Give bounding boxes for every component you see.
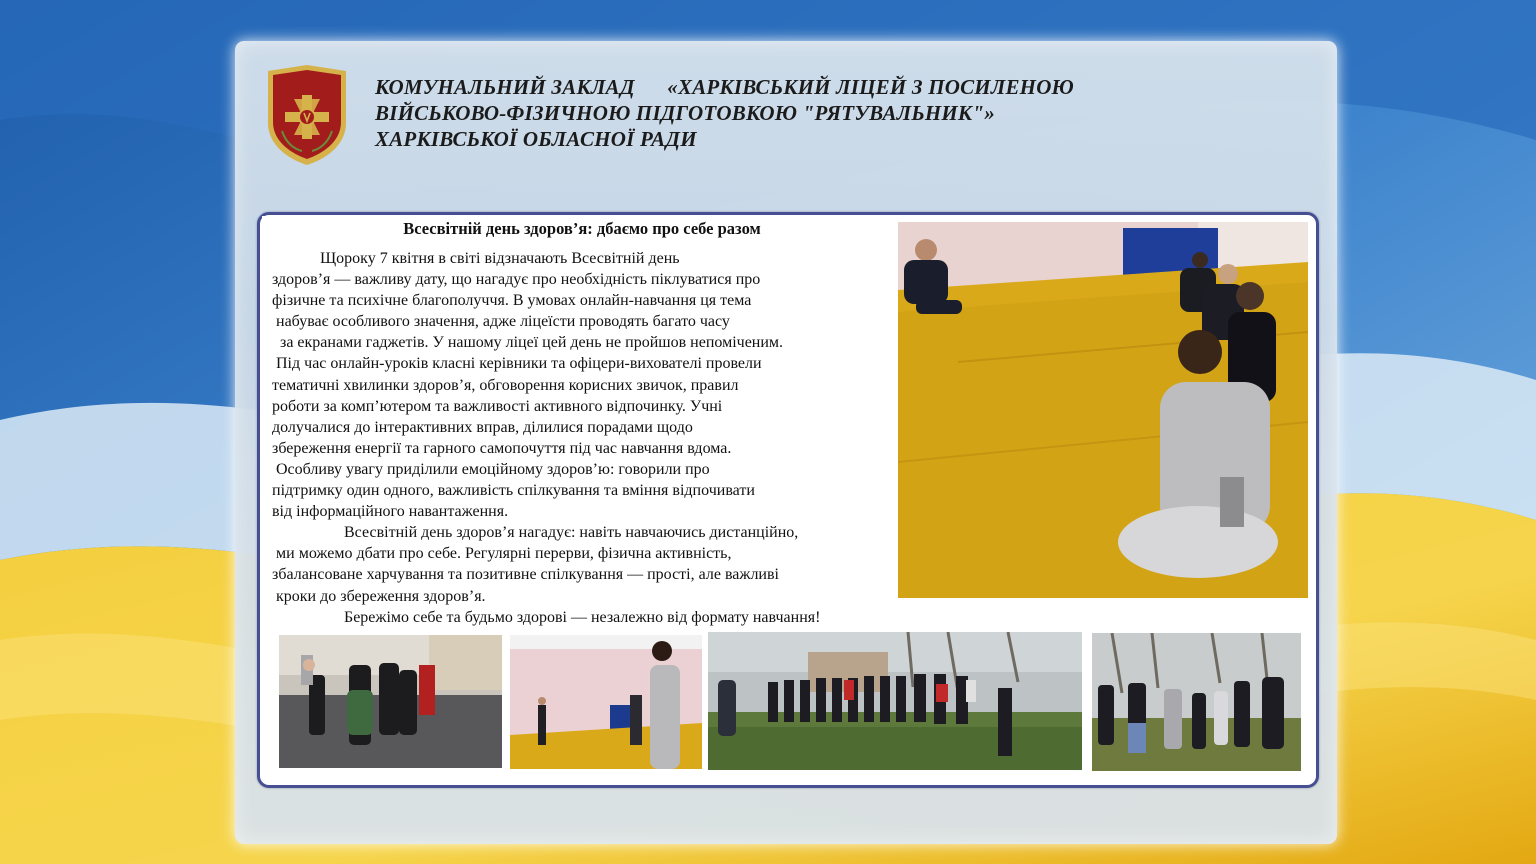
article-line: збереження енергії та гарного самопочуття під час навчання вдома. — [272, 439, 732, 457]
article-line: ми можемо дбати про себе. Регулярні перерви, фізична активність, — [272, 545, 732, 563]
article-title: Всесвітній день здоров’я: дбаємо про себе разом — [403, 219, 761, 238]
article-line: здоров’я — важливу дату, що нагадує про необхідність піклуватися про — [272, 271, 761, 289]
article-line: тематичні хвилинки здоров’я, обговорення корисних звичок, правил — [272, 376, 739, 394]
photo-outdoor-march — [279, 635, 502, 768]
article-body — [272, 248, 902, 628]
article-line: роботи за комп’ютером та важливості активного відпочинку. Учні — [272, 397, 723, 415]
photo-students-lineup — [708, 632, 1082, 770]
article-line: за екранами гаджетів. У нашому ліцеї цей день не пройшов непоміченим. — [272, 334, 784, 352]
lyceum-emblem-icon — [264, 65, 350, 165]
institution-title-line-1: КОМУНАЛЬНИЙ ЗАКЛАД «ХАРКІВСЬКИЙ ЛІЦЕЙ З ПОСИЛЕНОЮ — [375, 75, 1074, 99]
article-line: кроки до збереження здоров’я. — [272, 587, 486, 605]
institution-title — [375, 74, 1175, 152]
article-line: долучалися до інтерактивних вправ, ділилися порадами щодо — [272, 418, 693, 436]
article-line: підтримку один одного, важливість спілкування та вміння відпочивати — [272, 482, 755, 500]
article-line: збалансоване харчування та позитивне спілкування — прості, але важливі — [272, 566, 779, 584]
article-line: фізичне та психічне благополуччя. В умовах онлайн-навчання ця тема — [272, 292, 752, 310]
article-line: набуває особливого значення, адже ліцеїсти проводять багато часу — [272, 313, 730, 331]
main-photo-gym-mats — [898, 222, 1308, 598]
photo-gym-instructor — [510, 635, 702, 769]
article-line: Бережімо себе та будьмо здорові — незалежно від формату навчання! — [272, 608, 821, 626]
article-line: Всесвітній день здоров’я нагадує: навіть навчаючись дистанційно, — [272, 524, 799, 542]
article-line: Щороку 7 квітня в світі відзначають Всесвітній день — [272, 250, 680, 267]
article-line: Під час онлайн-уроків класні керівники та офіцери-вихователі провели — [272, 355, 762, 373]
article-line: від інформаційного навантаження. — [272, 503, 509, 521]
photo-students-outdoor-group — [1092, 633, 1301, 771]
institution-title-line-3: ХАРКІВСЬКОЇ ОБЛАСНОЇ РАДИ — [375, 127, 697, 151]
article-line: Особливу увагу приділили емоційному здоров’ю: говорили про — [272, 460, 710, 478]
institution-title-line-2: ВІЙСЬКОВО-ФІЗИЧНОЮ ПІДГОТОВКОЮ "РЯТУВАЛЬНИК"» — [375, 101, 995, 125]
